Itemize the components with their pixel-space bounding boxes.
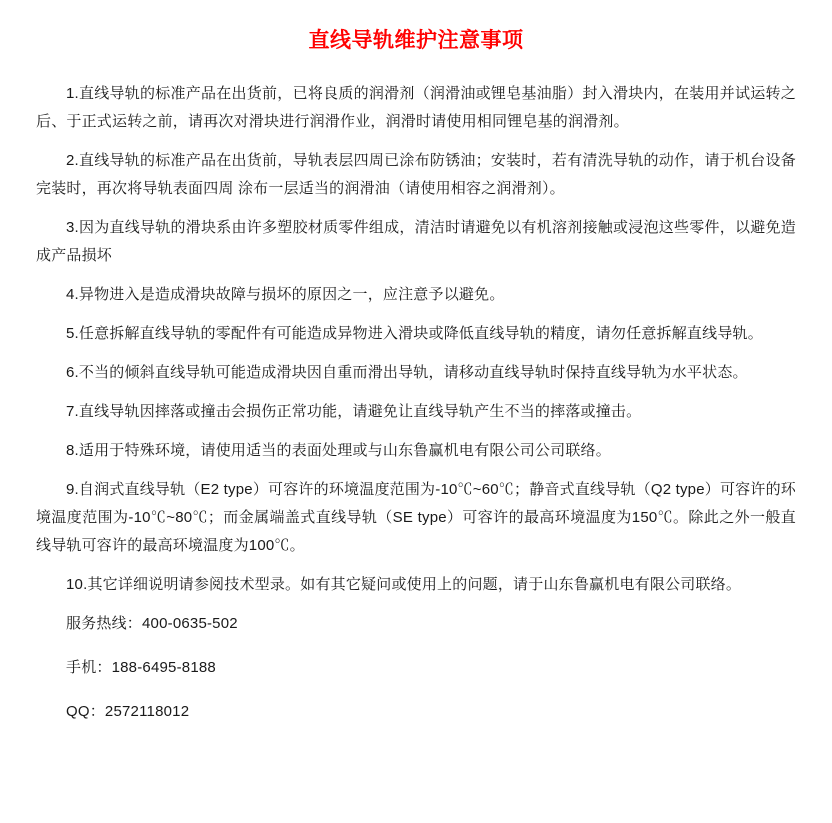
paragraph-1: 1.直线导轨的标准产品在出货前，已将良质的润滑剂（润滑油或锂皂基油脂）封入滑块内，在装用并试运转之后、于正式运转之前，请再次对滑块进行润滑作业，润滑时请使用相同锂皂基的润滑剂。 (36, 85, 796, 130)
paragraph-4: 4.异物进入是造成滑块故障与损坏的原因之一，应注意予以避免。 (66, 286, 505, 303)
paragraph-8: 8.适用于特殊环境，请使用适当的表面处理或与山东鲁赢机电有限公司公司联络。 (66, 442, 611, 459)
paragraph-10: 10.其它详细说明请参阅技术型录。如有其它疑问或使用上的问题，请于山东鲁赢机电有限公司联络。 (66, 576, 742, 593)
paragraph-6: 6.不当的倾斜直线导轨可能造成滑块因自重而滑出导轨，请移动直线导轨时保持直线导轨为水平状态。 (66, 364, 748, 381)
paragraph-3: 3.因为直线导轨的滑块系由许多塑胶材质零件组成，清洁时请避免以有机溶剂接触或浸泡这些零件，以避免造成产品损坏 (36, 219, 796, 264)
contact-hotline: 服务热线：400-0635-502 (66, 615, 238, 632)
paragraph-2: 2.直线导轨的标准产品在出货前，导轨表层四周已涂布防锈油；安装时，若有清洗导轨的动作，请于机台设备完装时，再次将导轨表面四周 涂布一层适当的润滑油（请使用相容之润滑剂）。 (36, 152, 796, 197)
paragraph-7: 7.直线导轨因摔落或撞击会损伤正常功能，请避免让直线导轨产生不当的摔落或撞击。 (66, 403, 642, 420)
paragraph-9: 9.自润式直线导轨（E2 type）可容许的环境温度范围为-10℃~60℃；静音式直线导轨（Q2 type）可容许的环境温度范围为-10℃~80℃；而金属端盖式直线导轨（SE type）可容许的最高环境温度为150℃。除此之外一般直线导轨可容许的最高环境温度为100℃。 (36, 481, 796, 554)
contact-qq: QQ：2572118012 (66, 703, 190, 720)
paragraph-5: 5.任意拆解直线导轨的零配件有可能造成异物进入滑块或降低直线导轨的精度，请勿任意拆解直线导轨。 (66, 325, 763, 342)
page-title: 直线导轨维护注意事项 (308, 29, 524, 52)
contact-mobile: 手机：188-6495-8188 (66, 659, 216, 676)
